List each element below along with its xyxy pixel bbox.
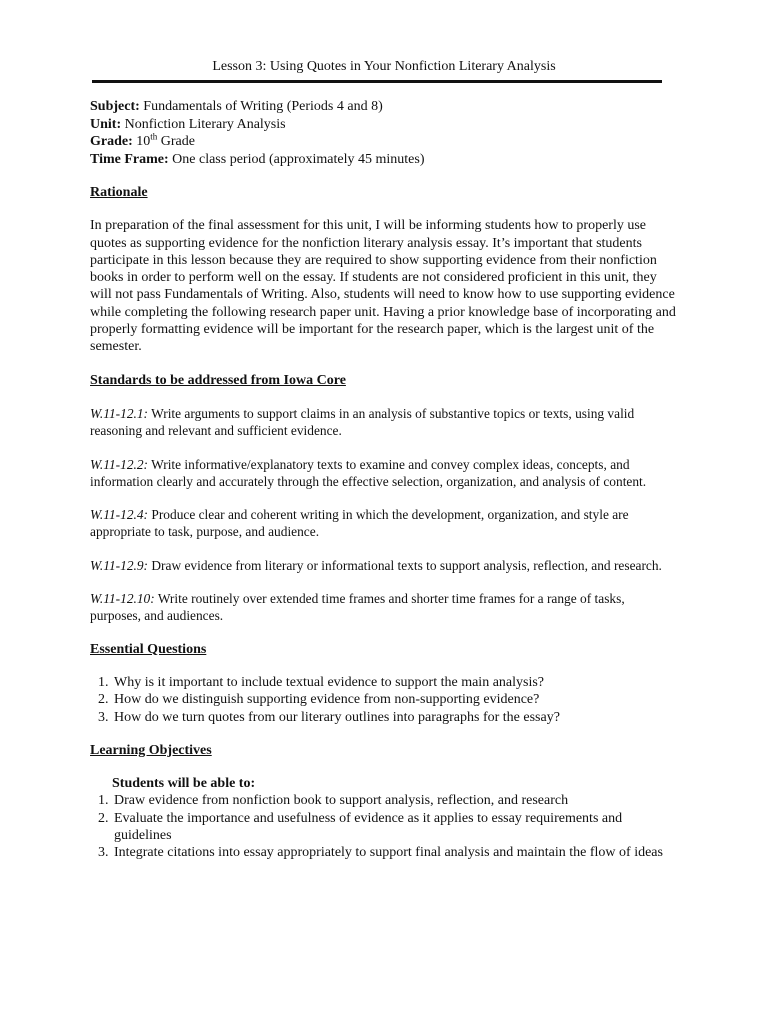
list-item: 1. Why is it important to include textual evidence to support the main analysis?: [112, 674, 678, 691]
list-item: 3. Integrate citations into essay appropriately to support final analysis and maintain the flow of ideas: [112, 844, 678, 861]
grade-suffix: th: [150, 131, 158, 142]
learning-objectives-list: [90, 792, 678, 861]
standard-item: [90, 456, 678, 491]
list-item: 2. How do we distinguish supporting evidence from non-supporting evidence?: [112, 691, 678, 708]
essential-questions-heading: Essential Questions: [90, 641, 207, 657]
standard-code: W.11-12.4:: [90, 507, 149, 523]
standard-text: Write informative/explanatory texts to examine and convey complex ideas, concepts, and information clearly and accurately through the effective selection, organization, and analysis of content.: [90, 456, 647, 489]
standards-heading: Standards to be addressed from Iowa Core: [90, 372, 346, 388]
grade-number: 10: [136, 134, 151, 149]
standard-code: W.11-12.10:: [90, 591, 155, 607]
meta-time-frame: [90, 151, 678, 169]
meta-grade: [90, 133, 678, 151]
learning-objectives-heading: Learning Objectives: [90, 742, 212, 758]
list-item: 3. How do we turn quotes from our literary outlines into paragraphs for the essay?: [112, 709, 678, 726]
standard-item: [90, 557, 678, 574]
list-item: 1. Draw evidence from nonfiction book to support analysis, reflection, and research: [112, 792, 678, 809]
unit-value: Nonfiction Literary Analysis: [124, 116, 286, 132]
standard-text: Write routinely over extended time frames and shorter time frames for a range of tasks, purposes, and audiences.: [90, 591, 625, 624]
unit-label: Unit:: [90, 116, 122, 132]
standard-item: [90, 590, 678, 625]
standard-code: W.11-12.2:: [90, 456, 149, 472]
subject-label: Subject:: [90, 99, 140, 114]
standard-item: [90, 405, 678, 440]
meta-subject: [90, 98, 678, 116]
standard-text: Draw evidence from literary or informational texts to support analysis, reflection, and research.: [151, 557, 662, 573]
standard-code: W.11-12.1:: [90, 405, 149, 421]
time-label: Time Frame:: [90, 151, 169, 167]
subject-value: Fundamentals of Writing (Periods 4 and 8): [143, 99, 383, 114]
standard-item: [90, 506, 678, 541]
list-item: 2. Evaluate the importance and usefulness of evidence as it applies to essay requirements and guidelines: [112, 810, 678, 845]
standard-code: W.11-12.9:: [90, 557, 149, 573]
essential-questions-list: [90, 674, 678, 726]
rationale-heading: Rationale: [90, 185, 148, 200]
objectives-intro: Students will be able to:: [112, 776, 256, 792]
grade-label: Grade:: [90, 134, 133, 149]
title-rule: [92, 80, 662, 83]
rationale-body: In preparation of the final assessment for this unit, I will be informing students how to properly use quotes as supporting evidence for the nonfiction literary analysis essay. It’s important that students participate in this lesson because they are required to show supporting evidence from their nonfiction books in order to perform well on the essay. If students are not considered proficient in this unit, they will not pass Fundamentals of Writing. Also, students will need to know how to use supporting evidence while completing the following research paper unit. Having a prior knowledge base of incorporating and properly formatting evidence will be important for the research paper, which is the largest unit of the semester.: [90, 218, 676, 355]
grade-word: Grade: [160, 134, 195, 149]
document-title: Lesson 3: Using Quotes in Your Nonfiction Literary Analysis: [212, 59, 556, 74]
standard-text: Write arguments to support claims in an analysis of substantive topics or texts, using valid reasoning and relevant and sufficient evidence.: [90, 405, 635, 439]
meta-unit: [90, 116, 678, 134]
standard-text: Produce clear and coherent writing in which the development, organization, and style are appropriate to task, purpose, and audience.: [90, 507, 629, 540]
lesson-meta: [90, 98, 678, 168]
time-value: One class period (approximately 45 minutes): [172, 151, 425, 167]
